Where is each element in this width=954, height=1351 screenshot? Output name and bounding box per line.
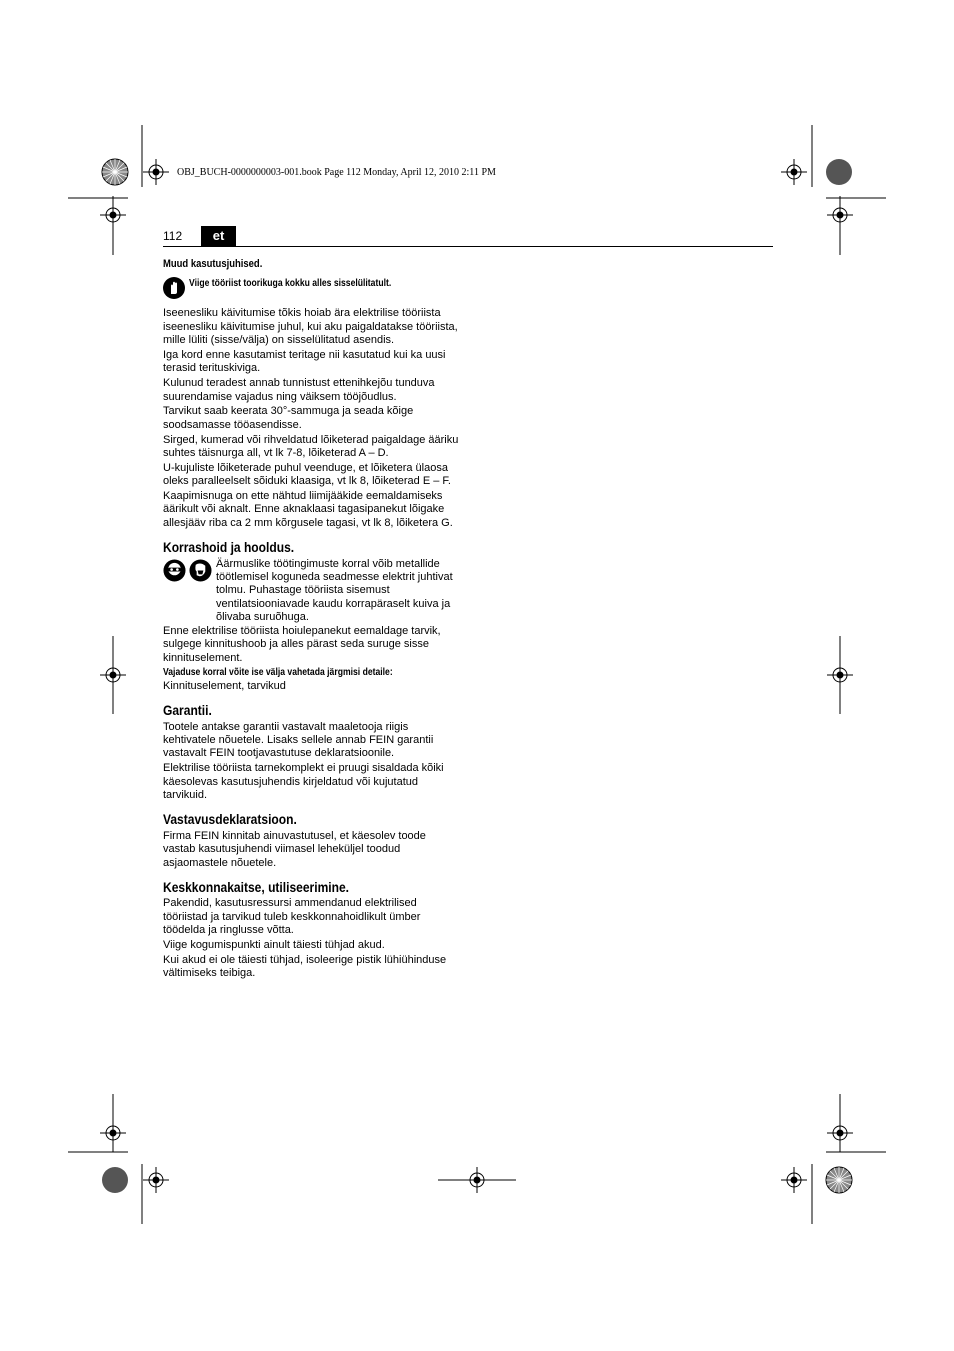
paragraph: Kaapimisnuga on ette nähtud liimijääkide eemaldamiseks äärikult või aknalt. Enne aknaklaasi tagasipanekut lõigake allesjääv riba ca 2 mm kõrgusele tagasi, vt lk 8, lõiketera G. [163, 490, 453, 529]
paragraph: Kui akud ei ole täiesti tühjad, isoleerige pistik lühiühinduse vältimiseks teibiga. [163, 953, 447, 980]
paragraph: Äärmuslike töötingimuste korral võib metallide töötlemisel koguneda seadmesse elektrit juhtivat tolmu. Puhastage tööriista sisemust ventilatsiooniavade kaudu korrapäraselt kuiva ja õlivaba suruõhuga. [216, 557, 453, 624]
warning-text: Viige tööriist toorikuga kokku alles sisselülitatult. [189, 277, 392, 290]
paragraph: Iga kord enne kasutamist teritage nii kasutatud kui ka uusi terasid terituskiviga. [163, 349, 446, 375]
page-number: 112 [163, 229, 183, 243]
paragraph: U-kujuliste lõiketerade puhul veenduge, et lõiketera ülaosa oleks paralleelselt sõiduki klaasiga, vt lk 8, lõiketerad E – F. [163, 461, 451, 488]
paragraph: Enne elektrilise tööriista hoiulepanekut eemaldage tarvik, sulgege kinnitushoob ja alles pärast seda suruge sisse kinnituselement. [163, 624, 441, 664]
paragraph: Tootele antakse garantii vastavalt maaletooja riigis kehtivatele nõuetele. Lisaks sellele annab FEIN garantii vastavalt FEIN tootjavastutuse deklaratsioonile. [163, 720, 434, 760]
paragraph: Elektrilise tööriista tarnekomplekt ei pruugi sisaldada kõiki käesolevas kasutusjuhendis kirjeldatud või kujutatud tarvikuid. [163, 762, 444, 801]
replaceable-parts-list: Kinnituselement, tarvikud [163, 679, 286, 692]
paragraph: Sirged, kumerad või rihveldatud lõiketerad paigaldage ääriku suhtes täisnurga all, vt lk 7-8, lõiketerad A – D. [163, 433, 459, 460]
paragraph: Iseenesliku käivitumise tõkis hoiab ära elektrilise tööriista iseenesliku käivitumise juhul, kui aku paigaldatakse tööriista, mille lüliti (sisse/välja) on sisselülitatud asendis. [163, 307, 458, 347]
replaceable-parts-label: Vajaduse korral võite ise välja vahetada järgmisi detaile: [163, 666, 393, 679]
section-heading-warranty: Garantii. [163, 702, 212, 719]
paragraph: Firma FEIN kinnitab ainuvastutusel, et käesolev toode vastab kasutusjuhendi viimasel leheküljel toodud asjaomastele nõuetele. [163, 829, 426, 869]
paragraph: Tarvikut saab keerata 30°-sammuga ja seada kõige soodsamasse tööasendisse. [163, 405, 414, 431]
section-heading-maintenance: Korrashoid ja hooldus. [163, 539, 295, 556]
book-header: OBJ_BUCH-0000000003-001.book Page 112 Monday, April 12, 2010 2:11 PM [177, 167, 496, 178]
paragraph: Kulunud teradest annab tunnistust ettenihkejõu tunduva suurendamise vajadus ning väiksem tööjõudlus. [163, 377, 435, 403]
section-heading-environment: Keskkonnakaitse, utiliseerimine. [163, 878, 350, 895]
section-heading-other-instructions: Muud kasutusjuhised. [163, 258, 263, 270]
language-tag: et [201, 226, 236, 246]
section-heading-conformity: Vastavusdeklaratsioon. [163, 811, 297, 828]
paragraph: Viige kogumispunkti ainult täiesti tühjad akud. [163, 938, 385, 951]
paragraph: Pakendid, kasutusressursi ammendanud elektrilised tööriistad ja tarvikud tuleb keskkonnahoidlikult ümber töödelda ja ringlusse võtta. [163, 897, 421, 937]
